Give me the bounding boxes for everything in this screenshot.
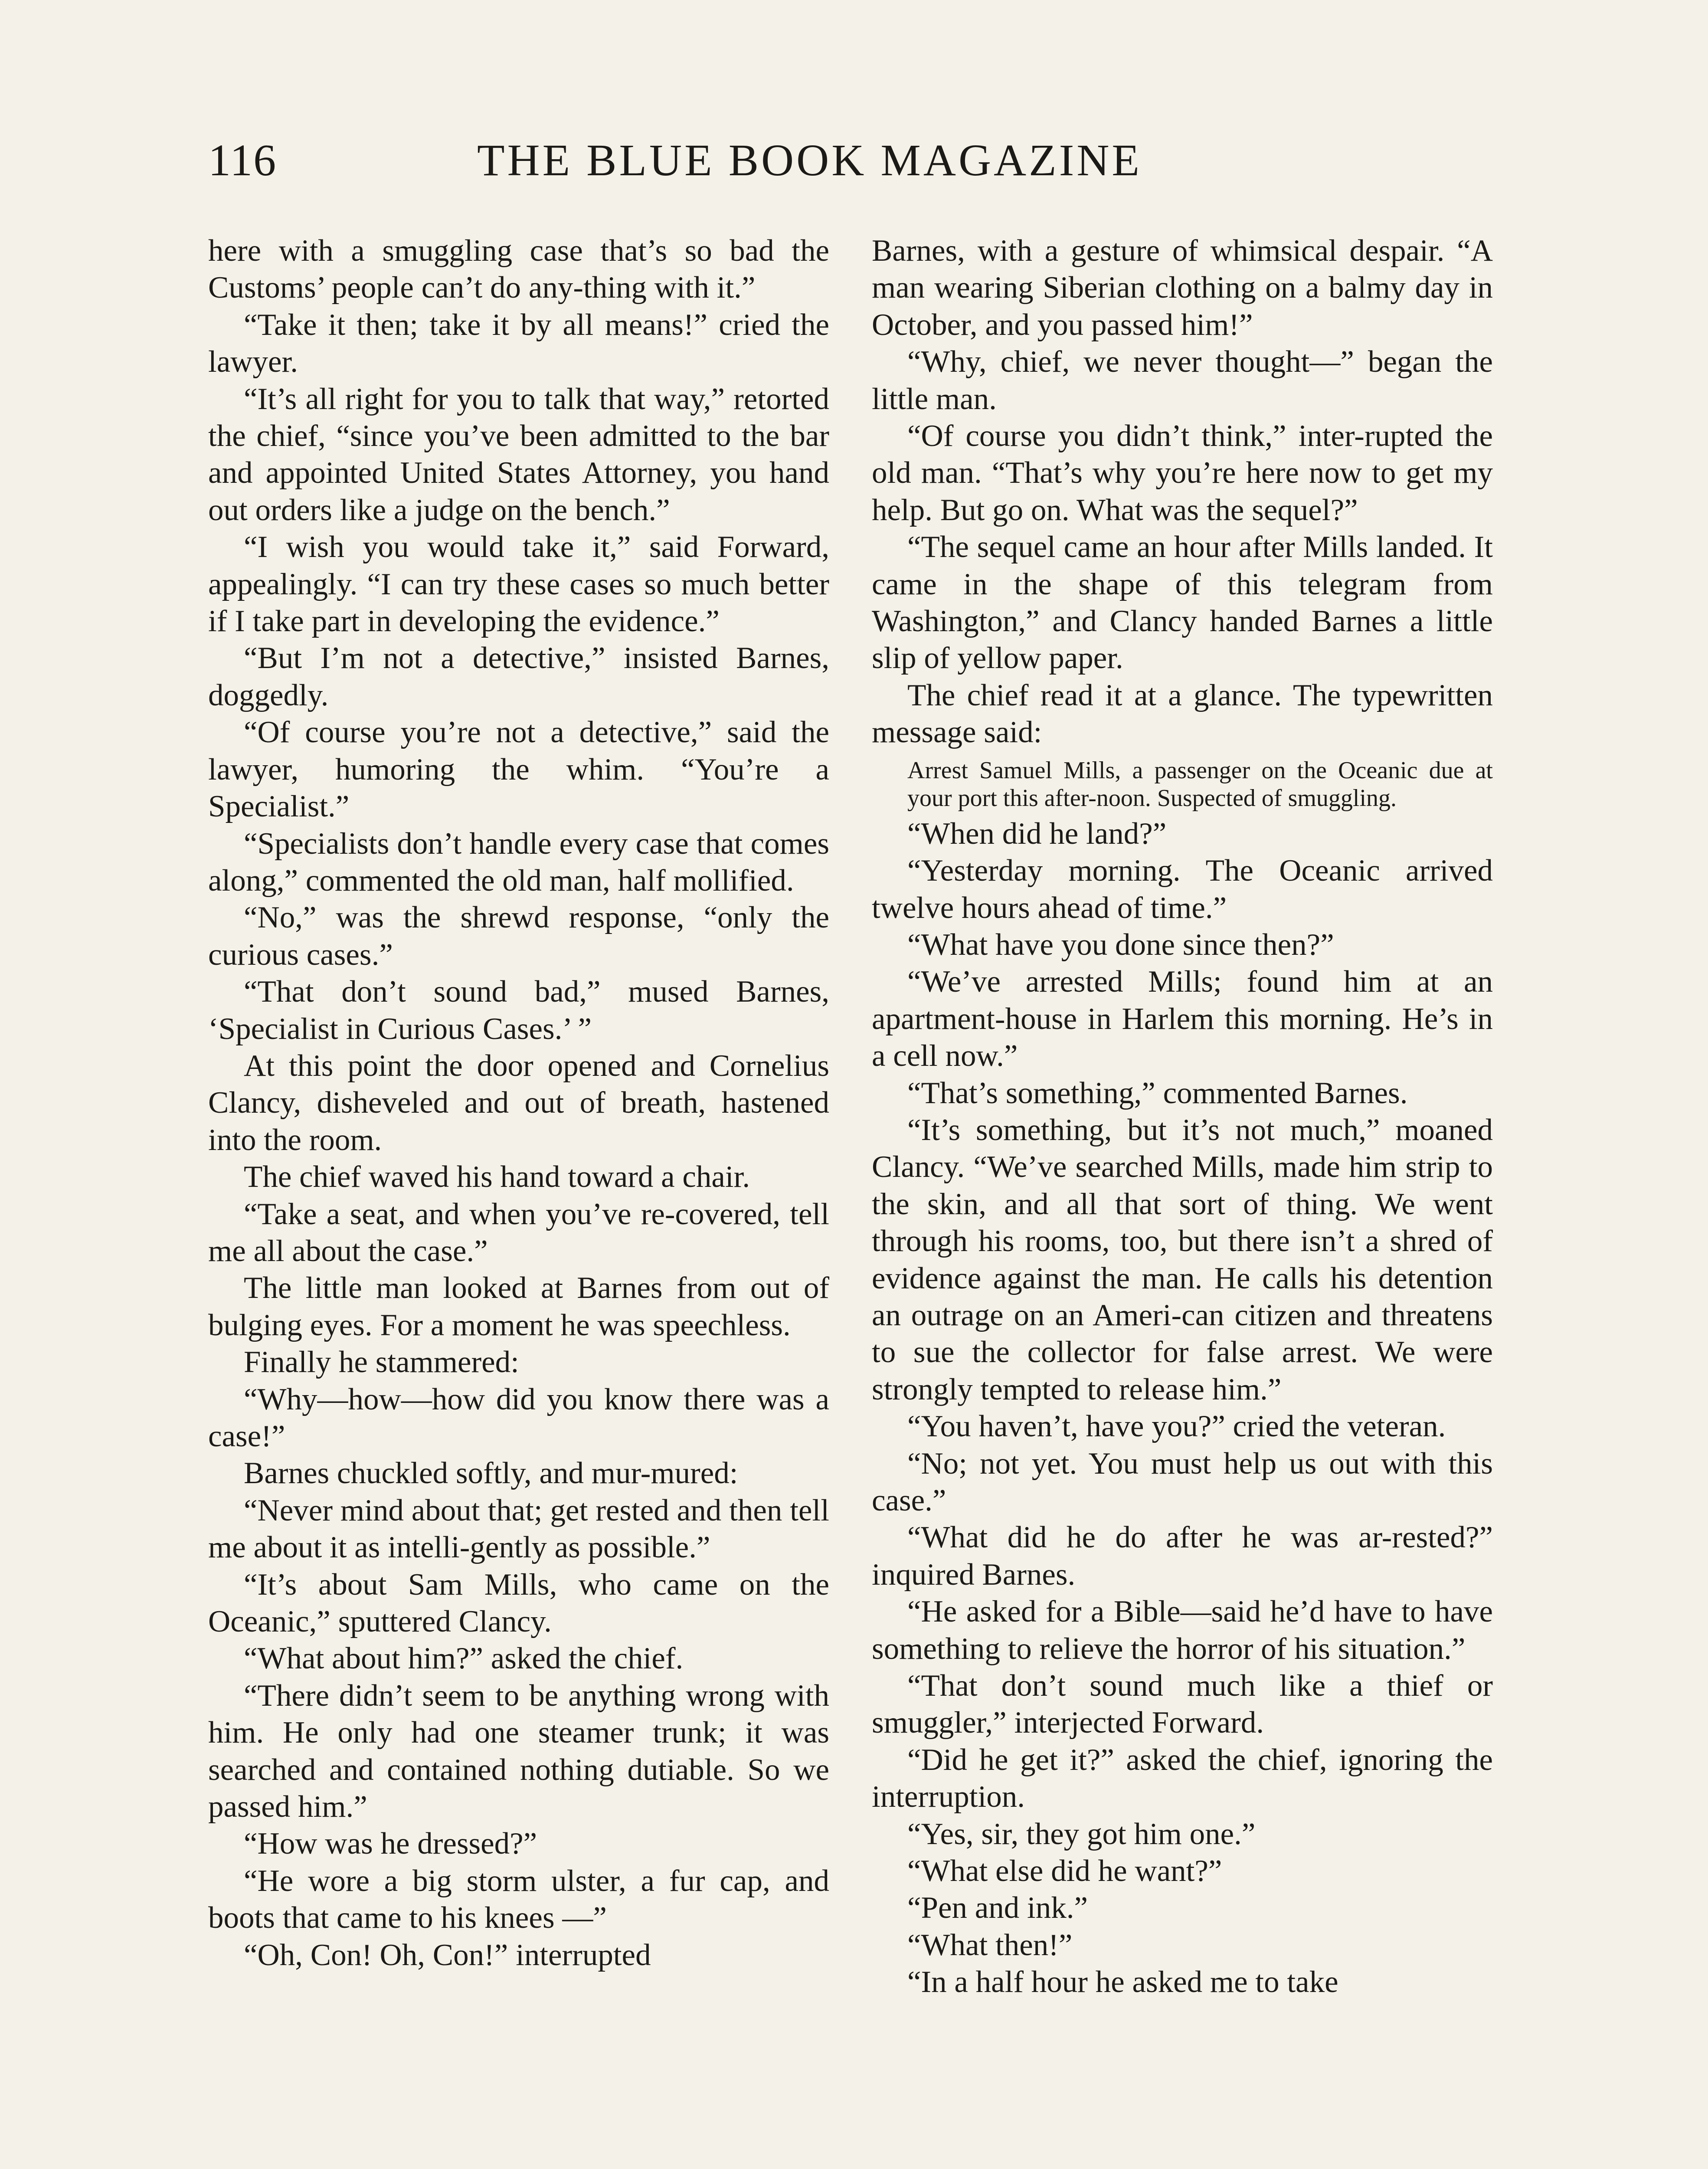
paragraph: “What about him?” asked the chief. [244,1641,684,1676]
paragraph: “That’s something,” commented Barnes. [907,1076,1408,1110]
paragraph: “Specialists don’t handle every case that comes along,” commented the old man, half mollified. [208,826,829,898]
running-head: THE BLUE BOOK MAGAZINE [477,135,1142,185]
paragraph: “Take it then; take it by all means!” cried the lawyer. [208,308,829,379]
paragraph: “Why, chief, we never thought—” began the little man. [872,345,1493,416]
paragraph: “We’ve arrested Mills; found him at an apartment-house in Harlem this morning. He’s in a cell now.” [872,965,1493,1073]
paragraph: Barnes, with a gesture of whimsical despair. “A man wearing Siberian clothing on a balmy day in October, and you passed him!” [872,234,1493,342]
paragraph: “No,” was the shrewd response, “only the curious cases.” [208,901,829,972]
telegram-quote: Arrest Samuel Mills, a passenger on the Oceanic due at your port this after-noon. Suspected of smuggling. [907,757,1493,812]
paragraph: “He wore a big storm ulster, a fur cap, and boots that came to his knees —” [208,1864,829,1935]
paragraph: “No; not yet. You must help us out with this case.” [872,1446,1493,1517]
paragraph: “What have you done since then?” [907,927,1334,962]
paragraph: “Take a seat, and when you’ve re-covered, tell me all about the case.” [208,1197,829,1268]
paragraph: “When did he land?” [907,816,1167,851]
paragraph: “Yes, sir, they got him one.” [907,1817,1256,1851]
right-column [872,233,1493,2001]
paragraph: “How was he dressed?” [244,1827,537,1861]
paragraph: “I wish you would take it,” said Forward, appealingly. “I can try these cases so much better if I take part in developing the evidence.” [208,530,829,639]
paragraph: At this point the door opened and Cornelius Clancy, disheveled and out of breath, hastened into the room. [208,1048,829,1157]
paragraph: “Why—how—how did you know there was a case!” [208,1382,829,1453]
paragraph: “Of course you didn’t think,” inter-rupted the old man. “That’s why you’re here now to get my help. But go on. What was the sequel?” [872,419,1493,527]
paragraph: “That don’t sound much like a thief or smuggler,” interjected Forward. [872,1669,1493,1740]
page-number: 116 [208,135,277,185]
paragraph: “There didn’t seem to be anything wrong with him. He only had one steamer trunk; it was searched and contained nothing dutiable. So we passed him.” [208,1678,829,1824]
paragraph: “He asked for a Bible—said he’d have to have something to relieve the horror of his situation.” [872,1595,1493,1666]
paragraph: here with a smuggling case that’s so bad the Customs’ people can’t do any-thing with it.” [208,234,829,305]
paragraph: “But I’m not a detective,” insisted Barnes, doggedly. [208,641,829,712]
paragraph: “It’s something, but it’s not much,” moaned Clancy. “We’ve searched Mills, made him strip to the skin, and all that sort of thing. We went through his rooms, too, but there isn’t a shred of evidence against the man. He calls his detention an outrage on an Ameri-can citizen and threatens to sue the collector for false arrest. We were strongly tempted to release him.” [872,1113,1493,1406]
paragraph: “Yesterday morning. The Oceanic arrived twelve hours ahead of time.” [872,854,1493,925]
paragraph: “That don’t sound bad,” mused Barnes, ‘Specialist in Curious Cases.’ ” [208,975,829,1046]
paragraph: “Pen and ink.” [907,1891,1088,1925]
paragraph: “It’s all right for you to talk that way,” retorted the chief, “since you’ve been admitted to the bar and appointed United States Attorney, you hand out orders like a judge on the bench.” [208,382,829,527]
paragraph: “You haven’t, have you?” cried the veteran. [907,1409,1446,1444]
paragraph: “What else did he want?” [907,1854,1222,1888]
paragraph: “What did he do after he was ar-rested?” inquired Barnes. [872,1520,1493,1592]
paragraph: “Oh, Con! Oh, Con!” interrupted [244,1938,651,1972]
paragraph: The chief waved his hand toward a chair. [244,1160,750,1194]
paragraph: “What then!” [907,1928,1073,1962]
paragraph: “The sequel came an hour after Mills landed. It came in the shape of this telegram from Washington,” and Clancy handed Barnes a little slip of yellow paper. [872,530,1493,675]
paragraph: “Never mind about that; get rested and then tell me about it as intelli-gently as possible.” [208,1493,829,1565]
paragraph: “It’s about Sam Mills, who came on the Oceanic,” sputtered Clancy. [208,1567,829,1639]
paragraph: Finally he stammered: [244,1345,519,1379]
paragraph: “Of course you’re not a detective,” said the lawyer, humoring the whim. “You’re a Specialist.” [208,715,829,824]
paragraph: “In a half hour he asked me to take [907,1965,1338,1999]
paragraph: The chief read it at a glance. The typewritten message said: [872,678,1493,750]
left-column [208,233,829,1974]
page-header [208,130,1492,191]
paragraph: Barnes chuckled softly, and mur-mured: [244,1456,738,1491]
paragraph: “Did he get it?” asked the chief, ignoring the interruption. [872,1743,1493,1814]
paragraph: The little man looked at Barnes from out of bulging eyes. For a moment he was speechless. [208,1271,829,1342]
